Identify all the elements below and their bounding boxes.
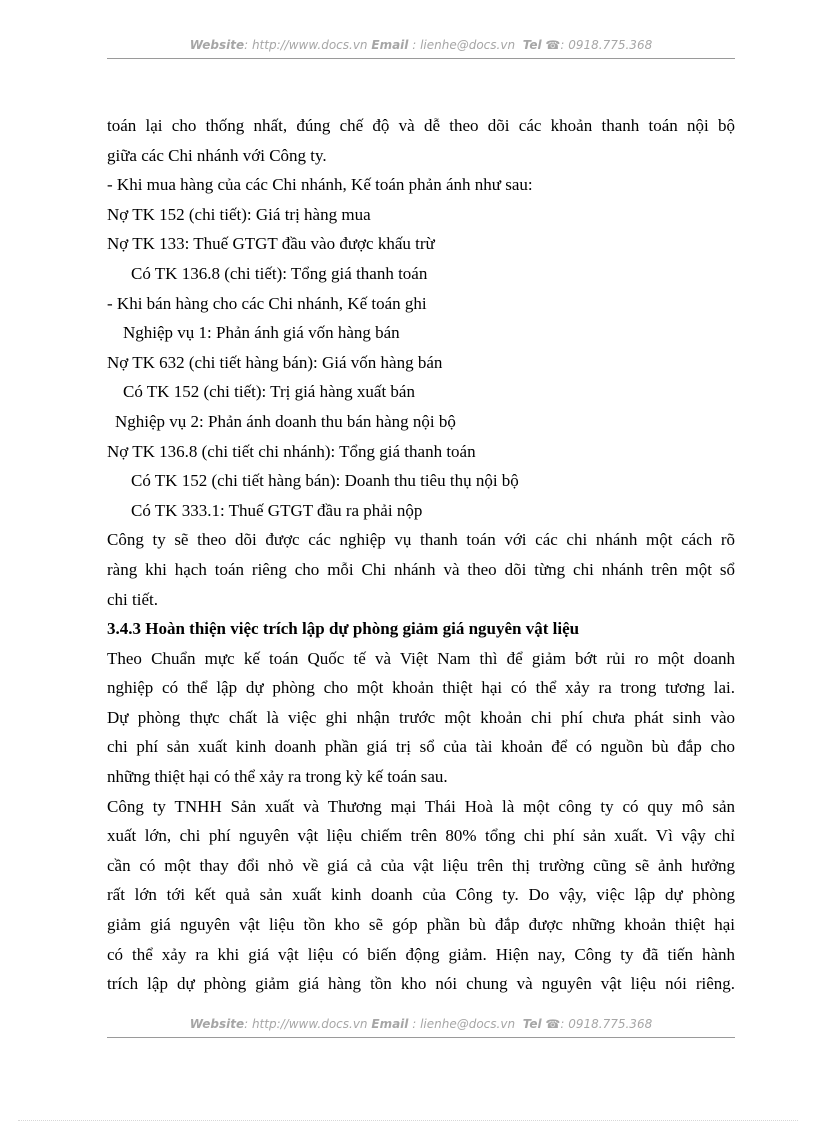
paragraph-line: toán lại cho thống nhất, đúng chế độ và dễ theo dõi các khoản thanh toán nội bộ bbox=[107, 116, 735, 135]
header-rule bbox=[107, 58, 735, 59]
header-tel-label: Tel bbox=[522, 38, 542, 52]
journal-entry: Có TK 152 (chi tiết hàng bán): Doanh thu tiêu thụ nội bộ bbox=[131, 471, 519, 491]
journal-entry: Có TK 152 (chi tiết): Trị giá hàng xuất bán bbox=[123, 382, 415, 402]
list-item: - Khi mua hàng của các Chi nhánh, Kế toán phản ánh như sau: bbox=[107, 175, 533, 195]
subheading: Nghiệp vụ 1: Phản ánh giá vốn hàng bán bbox=[123, 323, 400, 343]
journal-entry: Nợ TK 632 (chi tiết hàng bán): Giá vốn hàng bán bbox=[107, 352, 443, 372]
phone-icon: ☎ bbox=[545, 1017, 561, 1031]
paragraph-line: Dự phòng thực chất là việc ghi nhận trước một khoản chi phí chưa phát sinh vào bbox=[107, 707, 735, 727]
paragraph-line: giữa các Chi nhánh với Công ty. bbox=[107, 145, 327, 165]
paragraph-line: xuất lớn, chi phí nguyên vật liệu chiếm trên 80% tổng chi phí sản xuất. Vì vậy chỉ bbox=[107, 826, 735, 846]
paragraph-line: rất lớn tới kết quả sản xuất kinh doanh của Công ty. Do vậy, việc lập dự phòng bbox=[107, 885, 735, 905]
footer-website-label: Website bbox=[189, 1017, 245, 1031]
footer-email-label: Email bbox=[371, 1017, 409, 1031]
footer-website-value: : http://www.docs.vn bbox=[244, 1017, 368, 1031]
header-website-value: : http://www.docs.vn bbox=[244, 38, 368, 52]
header-tel-value: : 0918.775.368 bbox=[560, 38, 653, 52]
journal-entry: Nợ TK 136.8 (chi tiết chi nhánh): Tổng giá thanh toán bbox=[107, 441, 476, 461]
footer-email-value: : lienhe@docs.vn bbox=[408, 1017, 516, 1031]
page-header bbox=[107, 38, 735, 52]
document-body bbox=[107, 111, 735, 999]
page-footer bbox=[107, 1017, 735, 1031]
paragraph-line: Theo Chuẩn mực kế toán Quốc tế và Việt Nam thì để giảm bớt rủi ro một doanh bbox=[107, 648, 735, 668]
paragraph-line: những thiệt hại có thể xảy ra trong kỳ kế toán sau. bbox=[107, 767, 448, 787]
journal-entry: Có TK 136.8 (chi tiết): Tổng giá thanh toán bbox=[131, 263, 428, 283]
page-bottom-divider bbox=[18, 1120, 798, 1121]
paragraph-line: nghiệp có thể lập dự phòng cho một khoản thiệt hại có thể xảy ra trong tương lai. bbox=[107, 678, 735, 698]
paragraph-line: chi tiết. bbox=[107, 589, 158, 609]
paragraph-line: trích lập dự phòng giảm giá hàng tồn kho nói chung và nguyên vật liệu nói riêng. bbox=[107, 974, 735, 994]
paragraph-line: cần có một thay đổi nhỏ về giá cả của vật liệu trên thị trường cũng sẽ ảnh hưởng bbox=[107, 855, 735, 875]
paragraph-line: có thể xảy ra khi giá vật liệu có biến động giảm. Hiện nay, Công ty đã tiến hành bbox=[107, 944, 735, 964]
header-website-label: Website bbox=[189, 38, 245, 52]
paragraph-line: giảm giá nguyên vật liệu tồn kho sẽ góp phần bù đắp được những khoản thiệt hại bbox=[107, 915, 735, 935]
header-email-label: Email bbox=[371, 38, 409, 52]
paragraph-line: Công ty TNHH Sản xuất và Thương mại Thái Hoà là một công ty có quy mô sản bbox=[107, 796, 735, 816]
paragraph-line: ràng khi hạch toán riêng cho mỗi Chi nhánh và theo dõi từng chi nhánh trên một sổ bbox=[107, 559, 735, 579]
subheading: Nghiệp vụ 2: Phản ánh doanh thu bán hàng nội bộ bbox=[115, 411, 456, 431]
footer-rule bbox=[107, 1037, 735, 1038]
journal-entry: Nợ TK 152 (chi tiết): Giá trị hàng mua bbox=[107, 204, 371, 224]
journal-entry: Có TK 333.1: Thuế GTGT đầu ra phải nộp bbox=[131, 500, 423, 520]
header-email-value: : lienhe@docs.vn bbox=[408, 38, 516, 52]
list-item: - Khi bán hàng cho các Chi nhánh, Kế toán ghi bbox=[107, 293, 427, 313]
section-heading: 3.4.3 Hoàn thiện việc trích lập dự phòng giảm giá nguyên vật liệu bbox=[107, 619, 580, 639]
footer-tel-label: Tel bbox=[522, 1017, 542, 1031]
footer-tel-value: : 0918.775.368 bbox=[560, 1017, 653, 1031]
paragraph-line: chi phí sản xuất kinh doanh phần giá trị sổ của tài khoản để có nguồn bù đắp cho bbox=[107, 737, 735, 757]
phone-icon: ☎ bbox=[545, 38, 561, 52]
paragraph-line: Công ty sẽ theo dõi được các nghiệp vụ thanh toán với các chi nhánh một cách rõ bbox=[107, 530, 735, 550]
journal-entry: Nợ TK 133: Thuế GTGT đầu vào được khấu trừ bbox=[107, 234, 435, 254]
